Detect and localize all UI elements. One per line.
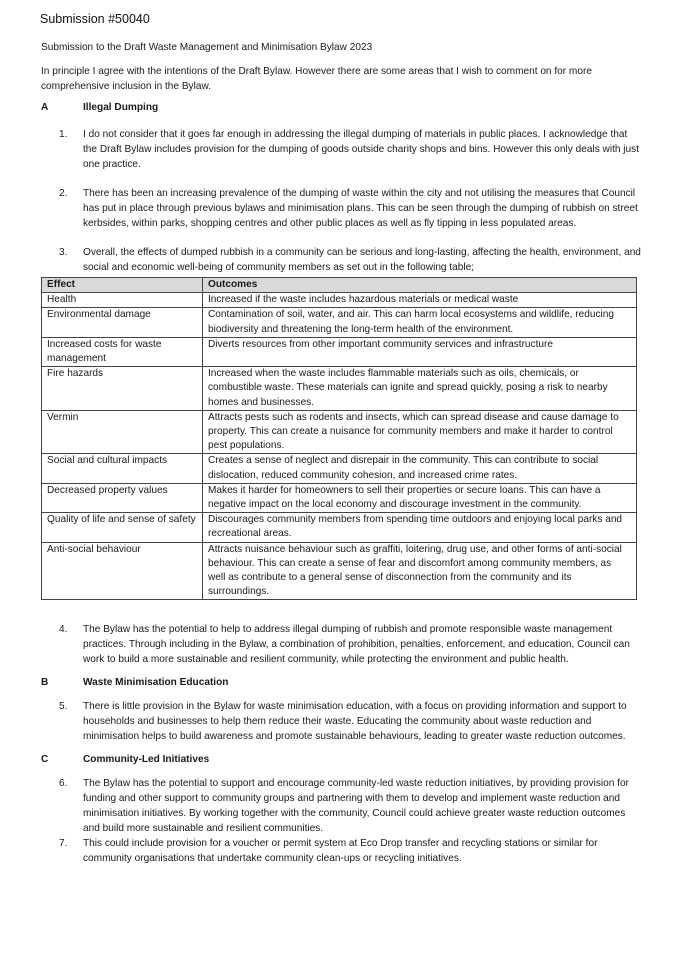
effect-cell: Environmental damage xyxy=(42,308,203,337)
item-text: This could include provision for a voucher or permit system at Eco Drop transfer and recycling stations or similar for community organisations that undertake community clean-ups or recycling initiatives. xyxy=(83,838,598,865)
section-heading-a xyxy=(41,100,641,115)
effect-cell: Decreased property values xyxy=(42,483,203,512)
table-row xyxy=(42,542,637,600)
list-item xyxy=(59,245,641,275)
item-text: There is little provision in the Bylaw for waste minimisation education, with a focus on providing information and support to households and businesses to help them reduce their waste. Educating the community about waste reduction and minimisation helps to build awareness and promote sustainable behaviours, leading to greater waste reduction outcomes. xyxy=(83,701,627,743)
section-title: Waste Minimisation Education xyxy=(83,677,229,689)
header-outcomes: Outcomes xyxy=(203,278,637,293)
section-title: Illegal Dumping xyxy=(83,102,159,113)
item-text: I do not consider that it goes far enough in addressing the illegal dumping of materials in public places. I acknowledge that the Draft Bylaw includes provision for the dumping of goods outside charity shops and bins. However this only deals with just one practice. xyxy=(83,129,640,170)
list-item xyxy=(59,699,641,744)
outcome-cell: Contamination of soil, water, and air. This can harm local ecosystems and wildlife, reducing biodiversity and threatening the long-term health of the environment. xyxy=(203,308,637,337)
effect-cell: Anti-social behaviour xyxy=(42,542,203,600)
table-row xyxy=(42,513,637,542)
effect-cell: Quality of life and sense of safety xyxy=(42,513,203,542)
table-row xyxy=(42,308,637,337)
effect-cell: Health xyxy=(42,293,203,308)
section-heading-c xyxy=(41,752,641,767)
outcome-cell: Attracts pests such as rodents and insects, which can spread disease and cause damage to property. This can create a nuisance for community members and make it harder to control pest populations. xyxy=(203,410,637,454)
list-item xyxy=(59,776,641,836)
item-number: 1. xyxy=(59,129,68,140)
outcome-cell: Increased when the waste includes flammable materials such as oils, chemicals, or combustible waste. These materials can ignite and spread quickly, posing a risk to nearby homes and businesses. xyxy=(203,367,637,411)
effect-cell: Increased costs for waste management xyxy=(42,337,203,366)
table-row xyxy=(42,367,637,411)
list-item xyxy=(59,186,641,231)
list-item xyxy=(59,622,641,667)
section-heading-b xyxy=(41,675,641,690)
outcome-cell: Diverts resources from other important community services and infrastructure xyxy=(203,337,637,366)
table-header-row xyxy=(42,278,637,293)
outcome-cell: Discourages community members from spending time outdoors and enjoying local parks and recreational areas. xyxy=(203,513,637,542)
outcome-cell: Makes it harder for homeowners to sell their properties or secure loans. This can have a negative impact on the local economy and discourage investment in the community. xyxy=(203,483,637,512)
item-number: 4. xyxy=(59,624,68,636)
table-row xyxy=(42,483,637,512)
item-number: 7. xyxy=(59,838,68,850)
outcome-cell: Attracts nuisance behaviour such as graffiti, loitering, drug use, and other forms of anti-social behaviour. This can create a sense of fear and discomfort among community members, as well as contribute to a general sense of disconnection from the community and its surroundings. xyxy=(203,542,637,600)
item-text: There has been an increasing prevalence of the dumping of waste within the city and not utilising the measures that Council has put in place through previous bylaws and minimisation plans. This can be seen through the dumping of rubbish on street kerbsides, within parks, shopping centres and other public places as well as fly tipping in less populated areas. xyxy=(83,188,638,229)
section-letter: C xyxy=(41,754,49,766)
list-item xyxy=(59,836,641,866)
list-item xyxy=(59,127,641,172)
submission-number: Submission #50040 xyxy=(40,12,150,26)
section-letter: A xyxy=(41,102,49,113)
outcome-cell: Creates a sense of neglect and disrepair in the community. This can contribute to social dislocation, reduced community cohesion, and increased crime rates. xyxy=(203,454,637,483)
document-title: Submission to the Draft Waste Management and Minimisation Bylaw 2023 xyxy=(41,42,373,53)
item-number: 5. xyxy=(59,701,68,713)
header-effect: Effect xyxy=(42,278,203,293)
effect-cell: Social and cultural impacts xyxy=(42,454,203,483)
table-row xyxy=(42,410,637,454)
effects-table xyxy=(41,277,637,600)
outcome-cell: Increased if the waste includes hazardous materials or medical waste xyxy=(203,293,637,308)
section-letter: B xyxy=(41,677,49,689)
table-row xyxy=(42,293,637,308)
effect-cell: Vermin xyxy=(42,410,203,454)
item-number: 6. xyxy=(59,778,68,790)
item-number: 2. xyxy=(59,188,68,199)
item-text: The Bylaw has the potential to help to address illegal dumping of rubbish and promote responsible waste management practices. Through including in the Bylaw, a combination of prohibition, penalties, enforcement, and education, Council can work to build a more sustainable and resilient community, while protecting the environment and public health. xyxy=(83,624,630,666)
table-row xyxy=(42,337,637,366)
item-text: The Bylaw has the potential to support and encourage community-led waste reduction initiatives, by providing provision for funding and other support to community groups and partnering with them to develop and implement waste reduction and minimisation initiatives. By working together with the community, Council could achieve greater waste reduction outcomes and build more sustainable and resilient communities. xyxy=(83,778,629,835)
section-title: Community-Led Initiatives xyxy=(83,754,210,766)
item-number: 3. xyxy=(59,247,68,258)
intro-paragraph: In principle I agree with the intentions of the Draft Bylaw. However there are some areas that I wish to comment on for more comprehensive inclusion in the Bylaw. xyxy=(41,66,592,92)
document-body xyxy=(41,40,641,866)
effect-cell: Fire hazards xyxy=(42,367,203,411)
item-text: Overall, the effects of dumped rubbish in a community can be serious and long-lasting, affecting the health, environment, and social and economic well-being of community members as set out in the following table; xyxy=(83,247,641,273)
table-row xyxy=(42,454,637,483)
